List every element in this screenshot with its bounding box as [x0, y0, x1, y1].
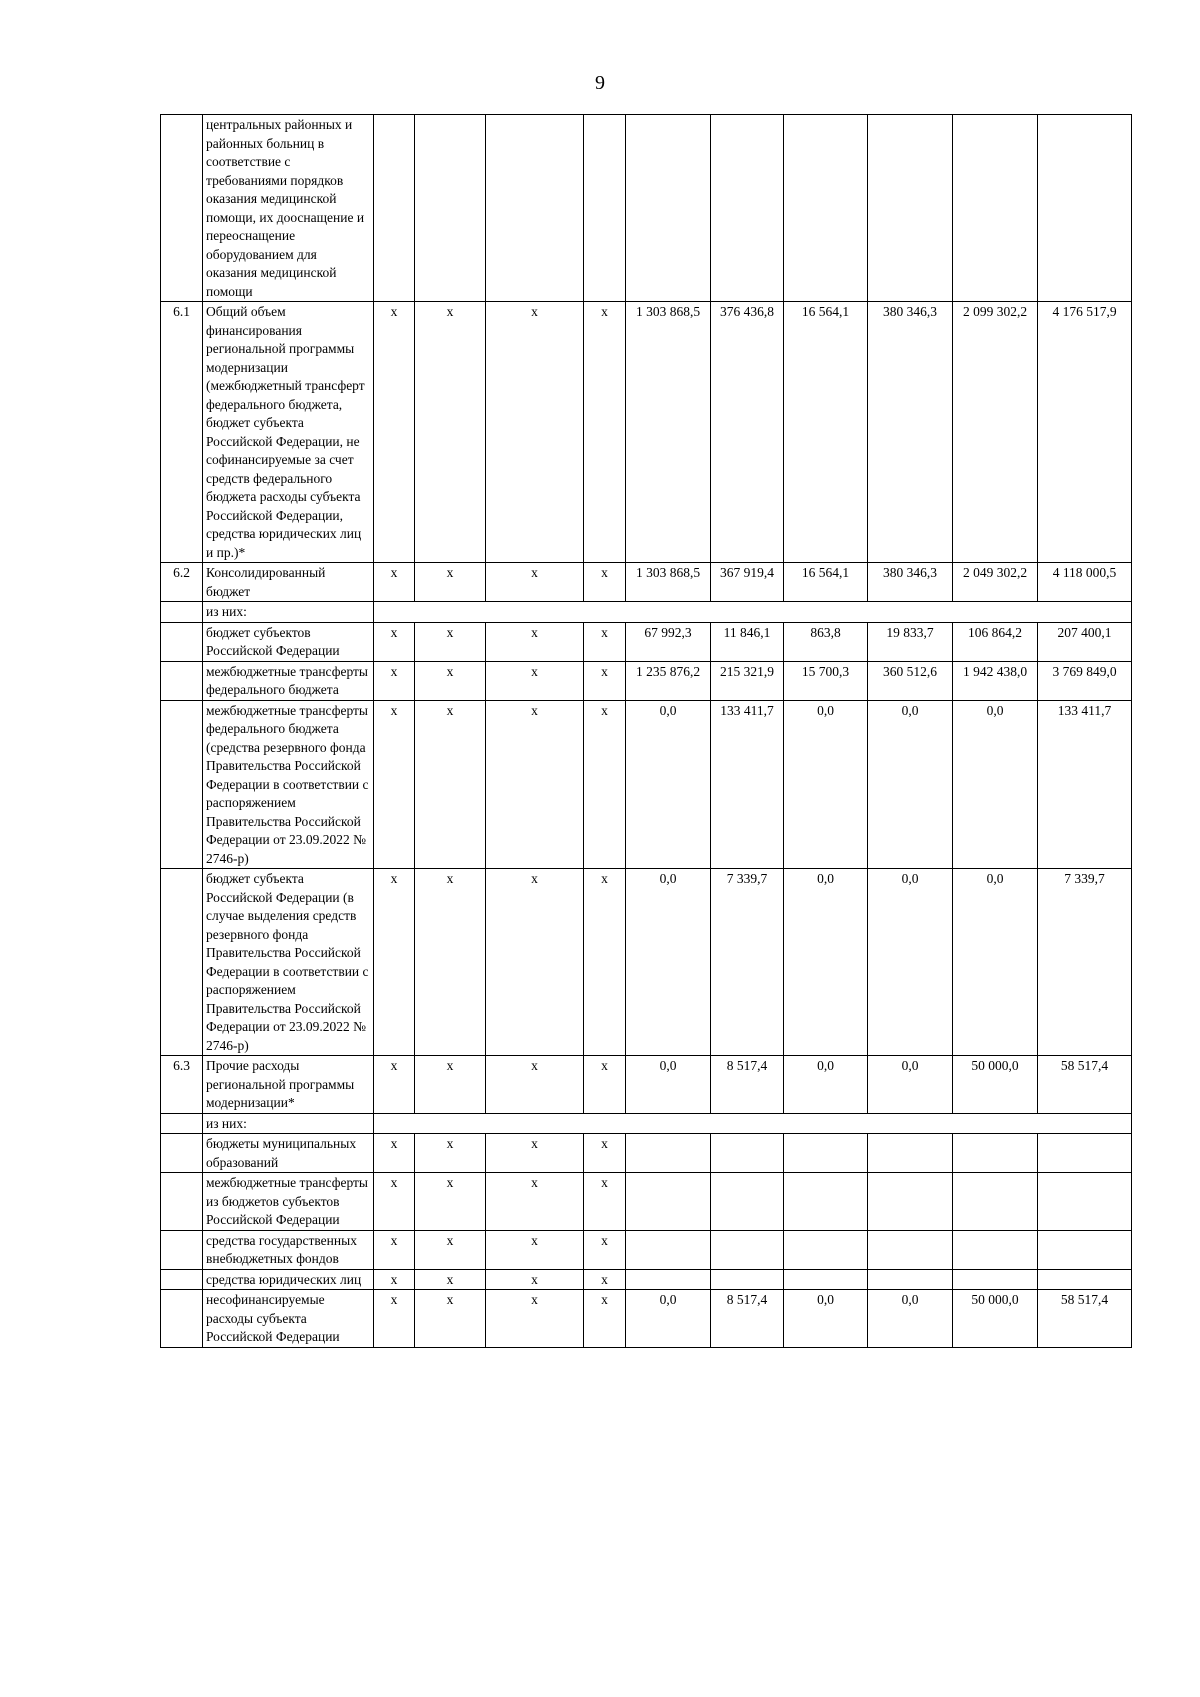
- value-cell: 0,0: [868, 869, 953, 1056]
- table-row: [161, 1230, 1132, 1269]
- value-cell: 4 176 517,9: [1038, 302, 1132, 563]
- x-cell: x: [584, 869, 626, 1056]
- x-cell: x: [584, 622, 626, 661]
- value-cell: 207 400,1: [1038, 622, 1132, 661]
- x-cell: x: [374, 563, 415, 602]
- x-cell: x: [486, 869, 584, 1056]
- value-cell: 0,0: [868, 700, 953, 869]
- x-cell: x: [584, 1056, 626, 1114]
- x-cell: x: [486, 302, 584, 563]
- value-cell: [626, 1173, 711, 1231]
- value-cell: [711, 1134, 784, 1173]
- x-cell: x: [486, 661, 584, 700]
- value-cell: [626, 115, 711, 302]
- value-cell: 380 346,3: [868, 563, 953, 602]
- financing-table: [160, 114, 1132, 1348]
- row-number: [161, 869, 203, 1056]
- value-cell: 2 049 302,2: [953, 563, 1038, 602]
- x-cell: x: [374, 1134, 415, 1173]
- row-number: [161, 661, 203, 700]
- x-cell: x: [415, 869, 486, 1056]
- value-cell: 16 564,1: [784, 563, 868, 602]
- row-number: [161, 602, 203, 623]
- x-cell: x: [415, 1230, 486, 1269]
- row-number: [161, 115, 203, 302]
- value-cell: 58 517,4: [1038, 1290, 1132, 1348]
- x-cell: [584, 115, 626, 302]
- value-cell: [711, 115, 784, 302]
- value-cell: 7 339,7: [1038, 869, 1132, 1056]
- x-cell: x: [415, 661, 486, 700]
- merged-empty-cell: [374, 602, 1132, 623]
- table-row: [161, 115, 1132, 302]
- table-row: [161, 1113, 1132, 1134]
- row-number: [161, 1290, 203, 1348]
- x-cell: x: [374, 869, 415, 1056]
- x-cell: x: [415, 622, 486, 661]
- row-label: межбюджетные трансферты из бюджетов субъектов Российской Федерации: [203, 1173, 374, 1231]
- value-cell: 50 000,0: [953, 1056, 1038, 1114]
- x-cell: x: [374, 302, 415, 563]
- value-cell: 0,0: [868, 1290, 953, 1348]
- value-cell: [784, 1173, 868, 1231]
- row-label: Общий объем финансирования региональной программы модернизации (межбюджетный трансферт федерального бюджета, бюджет субъекта Российской Федерации, не софинансируемые за счет средств федерального бюджета расходы субъекта Российской Федерации, средства юридических лиц и пр.)*: [203, 302, 374, 563]
- x-cell: x: [415, 1056, 486, 1114]
- value-cell: [711, 1173, 784, 1231]
- x-cell: x: [486, 1269, 584, 1290]
- value-cell: [711, 1230, 784, 1269]
- value-cell: [784, 1269, 868, 1290]
- row-number: [161, 700, 203, 869]
- row-number: [161, 1134, 203, 1173]
- row-number: [161, 1269, 203, 1290]
- value-cell: 133 411,7: [711, 700, 784, 869]
- x-cell: x: [374, 1173, 415, 1231]
- value-cell: [1038, 1173, 1132, 1231]
- value-cell: 19 833,7: [868, 622, 953, 661]
- merged-empty-cell: [374, 1113, 1132, 1134]
- value-cell: 1 942 438,0: [953, 661, 1038, 700]
- table-row: [161, 661, 1132, 700]
- table-row: [161, 302, 1132, 563]
- table-row: [161, 1056, 1132, 1114]
- value-cell: 106 864,2: [953, 622, 1038, 661]
- row-label: средства юридических лиц: [203, 1269, 374, 1290]
- value-cell: [1038, 1269, 1132, 1290]
- x-cell: x: [415, 1134, 486, 1173]
- x-cell: x: [584, 700, 626, 869]
- value-cell: [1038, 1134, 1132, 1173]
- value-cell: [868, 1173, 953, 1231]
- page-number: 9: [595, 72, 605, 94]
- x-cell: x: [486, 1134, 584, 1173]
- row-label: бюджет субъектов Российской Федерации: [203, 622, 374, 661]
- table-row: [161, 602, 1132, 623]
- x-cell: [415, 115, 486, 302]
- value-cell: 0,0: [868, 1056, 953, 1114]
- row-label: межбюджетные трансферты федерального бюджета: [203, 661, 374, 700]
- x-cell: x: [486, 1230, 584, 1269]
- value-cell: [784, 115, 868, 302]
- row-number: 6.1: [161, 302, 203, 563]
- table-row: [161, 869, 1132, 1056]
- x-cell: x: [415, 302, 486, 563]
- x-cell: x: [584, 1230, 626, 1269]
- table-row: [161, 1134, 1132, 1173]
- x-cell: [486, 115, 584, 302]
- x-cell: x: [415, 700, 486, 869]
- value-cell: 0,0: [784, 869, 868, 1056]
- value-cell: 58 517,4: [1038, 1056, 1132, 1114]
- x-cell: x: [584, 1173, 626, 1231]
- x-cell: x: [415, 1173, 486, 1231]
- x-cell: x: [584, 563, 626, 602]
- value-cell: 0,0: [626, 869, 711, 1056]
- x-cell: x: [584, 1134, 626, 1173]
- x-cell: x: [486, 1056, 584, 1114]
- value-cell: [626, 1269, 711, 1290]
- value-cell: 16 564,1: [784, 302, 868, 563]
- row-label: несофинансируемые расходы субъекта Российской Федерации: [203, 1290, 374, 1348]
- value-cell: 0,0: [784, 1290, 868, 1348]
- subheading-label: из них:: [203, 1113, 374, 1134]
- table-row: [161, 1173, 1132, 1231]
- table-body: [161, 115, 1132, 1348]
- value-cell: 2 099 302,2: [953, 302, 1038, 563]
- table-row: [161, 1290, 1132, 1348]
- row-number: 6.3: [161, 1056, 203, 1114]
- row-number: [161, 622, 203, 661]
- value-cell: [868, 1134, 953, 1173]
- value-cell: 367 919,4: [711, 563, 784, 602]
- value-cell: 0,0: [953, 869, 1038, 1056]
- value-cell: 215 321,9: [711, 661, 784, 700]
- table-row: [161, 622, 1132, 661]
- value-cell: [868, 1230, 953, 1269]
- value-cell: 376 436,8: [711, 302, 784, 563]
- x-cell: x: [374, 1269, 415, 1290]
- x-cell: x: [415, 1290, 486, 1348]
- value-cell: 0,0: [784, 1056, 868, 1114]
- row-number: 6.2: [161, 563, 203, 602]
- value-cell: [626, 1230, 711, 1269]
- value-cell: 11 846,1: [711, 622, 784, 661]
- row-label: межбюджетные трансферты федерального бюджета (средства резервного фонда Правительства Российской Федерации в соответствии с распоряжением Правительства Российской Федерации от 23.09.2022 № 2746-р): [203, 700, 374, 869]
- value-cell: [711, 1269, 784, 1290]
- value-cell: 0,0: [953, 700, 1038, 869]
- x-cell: x: [374, 622, 415, 661]
- row-number: [161, 1173, 203, 1231]
- value-cell: [953, 1173, 1038, 1231]
- value-cell: 7 339,7: [711, 869, 784, 1056]
- value-cell: [953, 1230, 1038, 1269]
- value-cell: 4 118 000,5: [1038, 563, 1132, 602]
- value-cell: 380 346,3: [868, 302, 953, 563]
- row-label: бюджеты муниципальных образований: [203, 1134, 374, 1173]
- x-cell: x: [486, 563, 584, 602]
- x-cell: x: [415, 1269, 486, 1290]
- value-cell: 0,0: [784, 700, 868, 869]
- table-row: [161, 563, 1132, 602]
- value-cell: 133 411,7: [1038, 700, 1132, 869]
- row-number: [161, 1230, 203, 1269]
- value-cell: 1 303 868,5: [626, 302, 711, 563]
- x-cell: x: [486, 1290, 584, 1348]
- value-cell: 3 769 849,0: [1038, 661, 1132, 700]
- value-cell: 50 000,0: [953, 1290, 1038, 1348]
- x-cell: x: [374, 661, 415, 700]
- value-cell: 67 992,3: [626, 622, 711, 661]
- x-cell: x: [584, 1290, 626, 1348]
- value-cell: [953, 115, 1038, 302]
- value-cell: 0,0: [626, 1056, 711, 1114]
- x-cell: x: [486, 700, 584, 869]
- value-cell: [626, 1134, 711, 1173]
- row-label: средства государственных внебюджетных фондов: [203, 1230, 374, 1269]
- x-cell: x: [374, 1056, 415, 1114]
- value-cell: 0,0: [626, 700, 711, 869]
- value-cell: 360 512,6: [868, 661, 953, 700]
- value-cell: 8 517,4: [711, 1056, 784, 1114]
- row-number: [161, 1113, 203, 1134]
- row-label: Консолидированный бюджет: [203, 563, 374, 602]
- value-cell: [1038, 1230, 1132, 1269]
- value-cell: [1038, 115, 1132, 302]
- subheading-label: из них:: [203, 602, 374, 623]
- x-cell: x: [374, 1290, 415, 1348]
- x-cell: x: [486, 1173, 584, 1231]
- row-label: центральных районных и районных больниц в соответствие с требованиями порядков оказания медицинской помощи, их дооснащение и переоснащение оборудованием для оказания медицинской помощи: [203, 115, 374, 302]
- x-cell: x: [415, 563, 486, 602]
- table-row: [161, 700, 1132, 869]
- x-cell: x: [584, 661, 626, 700]
- row-label: бюджет субъекта Российской Федерации (в случае выделения средств резервного фонда Правительства Российской Федерации в соответствии с распоряжением Правительства Российской Федерации от 23.09.2022 № 2746-р): [203, 869, 374, 1056]
- x-cell: x: [374, 1230, 415, 1269]
- x-cell: x: [584, 302, 626, 563]
- x-cell: x: [584, 1269, 626, 1290]
- value-cell: 15 700,3: [784, 661, 868, 700]
- x-cell: x: [374, 700, 415, 869]
- x-cell: x: [486, 622, 584, 661]
- value-cell: 863,8: [784, 622, 868, 661]
- value-cell: [784, 1134, 868, 1173]
- value-cell: 8 517,4: [711, 1290, 784, 1348]
- value-cell: [953, 1269, 1038, 1290]
- value-cell: 1 303 868,5: [626, 563, 711, 602]
- table-row: [161, 1269, 1132, 1290]
- x-cell: [374, 115, 415, 302]
- value-cell: 1 235 876,2: [626, 661, 711, 700]
- value-cell: [784, 1230, 868, 1269]
- value-cell: 0,0: [626, 1290, 711, 1348]
- row-label: Прочие расходы региональной программы модернизации*: [203, 1056, 374, 1114]
- value-cell: [868, 1269, 953, 1290]
- value-cell: [868, 115, 953, 302]
- value-cell: [953, 1134, 1038, 1173]
